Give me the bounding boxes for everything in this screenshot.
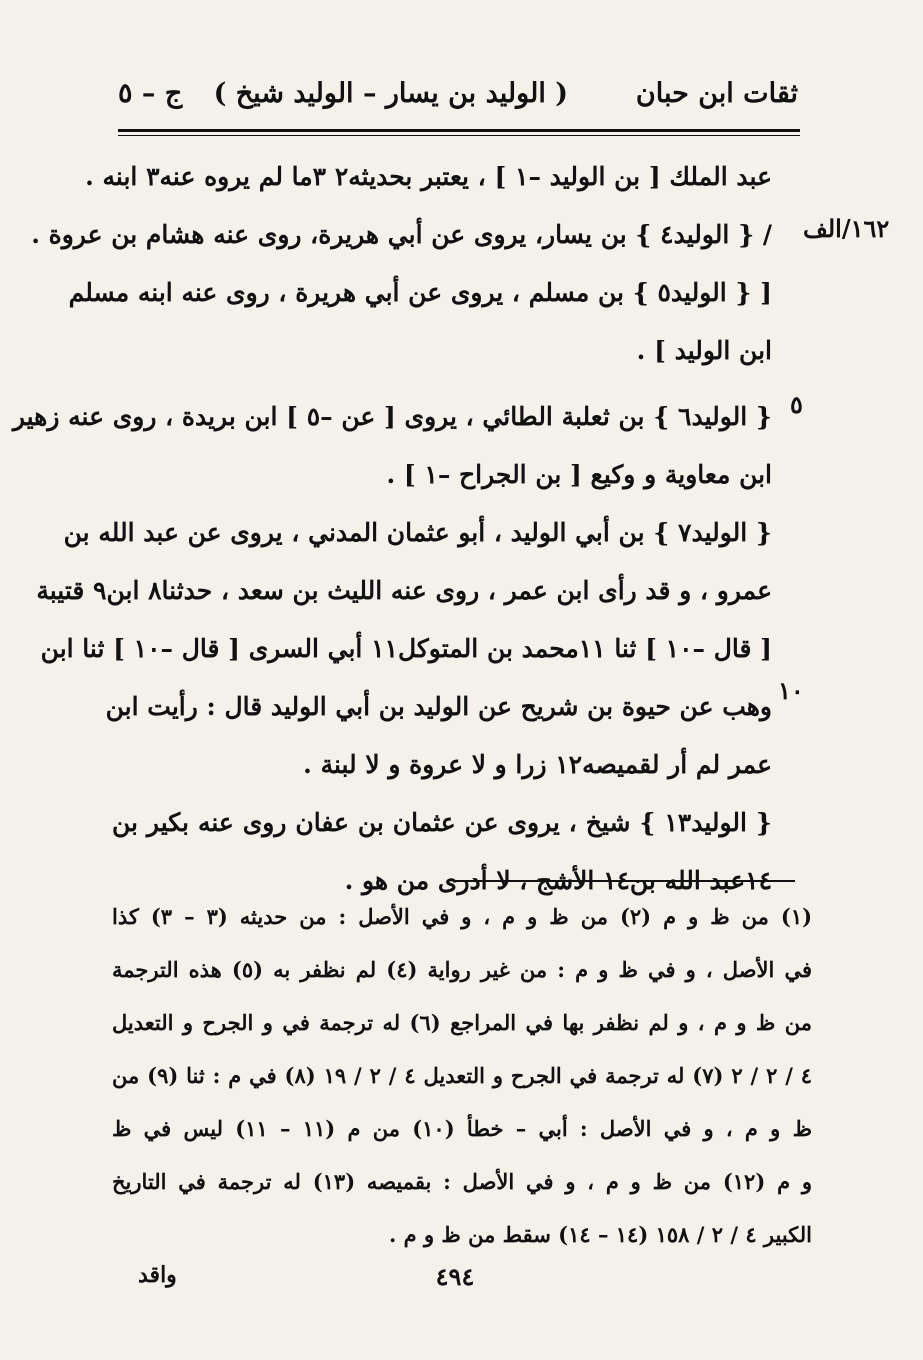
book-title: ثقات ابن حبان bbox=[635, 78, 798, 109]
text-line: ١٤عبد الله بن١٤ الأشج ، لا أدرى من هو . bbox=[344, 866, 772, 895]
text-line: عمر لم أر لقميصه١٢ زرا و لا عروة و لا لبنة . bbox=[303, 750, 772, 779]
main-text bbox=[12, 148, 772, 910]
footnote-rule bbox=[455, 880, 795, 882]
footnote-line: في الأصل ، و في ظ و م : من غير رواية (٤) لم نظفر به (٥) هذه الترجمة bbox=[112, 957, 812, 982]
footnotes bbox=[112, 890, 812, 1261]
header-rule-thin bbox=[118, 135, 800, 136]
text-line: { الوليد٧ } بن أبي الوليد ، أبو عثمان المدني ، يروى عن عبد الله بن bbox=[63, 518, 772, 547]
text-line: وهب عن حيوة بن شريح عن الوليد بن أبي الوليد قال : رأيت ابن bbox=[105, 692, 772, 721]
text-line: / { الوليد٤ } بن يسار، يروى عن أبي هريرة، روى عنه هشام بن عروة . bbox=[31, 220, 772, 249]
line-number-5: ٥ bbox=[790, 390, 803, 419]
page-number: ٤٩٤ bbox=[435, 1262, 475, 1291]
signature-mark: واقد bbox=[138, 1262, 177, 1288]
text-line: عبد الملك [ بن الوليد –١ ] ، يعتبر بحديثه٢ ٣ما لم يروه عنه٣ ابنه . bbox=[85, 162, 772, 191]
text-line: { الوليد١٣ } شيخ ، يروى عن عثمان بن عفان روى عنه بكير بن bbox=[112, 808, 772, 837]
folio-marker: ١٦٢/الف bbox=[803, 214, 890, 243]
footnote-line: ٤ / ٢ / ٢ (٧) له ترجمة في الجرح و التعديل ٤ / ٢ / ١٩ (٨) في م : ثنا (٩) من bbox=[112, 1063, 813, 1088]
text-line: [ { الوليد٥ } بن مسلم ، يروى عن أبي هريرة ، روى عنه ابنه مسلم bbox=[68, 278, 772, 307]
text-line: { الوليد٦ } بن ثعلبة الطائي ، يروى [ عن –٥ ] ابن بريدة ، روى عنه زهير bbox=[12, 402, 772, 431]
footnote-line: ظ و م ، و في الأصل : أبي – خطأ (١٠) من م (١١ – ١١) ليس في ظ bbox=[112, 1116, 812, 1141]
text-line: عمرو ، و قد رأى ابن عمر ، روى عنه الليث بن سعد ، حدثنا٨ ابن٩ قتيبة bbox=[36, 576, 772, 605]
line-number-10: ١٠ bbox=[778, 676, 804, 705]
footnote-line: الكبير ٤ / ٢ / ١٥٨ (١٤ – ١٤) سقط من ظ و م . bbox=[389, 1222, 812, 1247]
footnote-line: و م (١٢) من ظ و م ، و في الأصل : بقميصه (١٣) له ترجمة في التاريخ bbox=[112, 1169, 813, 1194]
text-line: ابن معاوية و وكيع [ بن الجراح –١ ] . bbox=[386, 460, 772, 489]
text-line: [ قال –١٠ ] ثنا ١١محمد بن المتوكل١١ أبي السرى [ قال –١٠ ] ثنا ابن bbox=[40, 634, 772, 663]
volume-number: ج – ٥ bbox=[118, 78, 183, 109]
footnote-line: من ظ و م ، و لم نظفر بها في المراجع (٦) له ترجمة في و الجرح و التعديل bbox=[112, 1010, 812, 1035]
header-rule-thick bbox=[118, 129, 800, 132]
running-header bbox=[118, 78, 798, 128]
section-range: ( الوليد بن يسار – الوليد شيخ ) bbox=[213, 78, 568, 109]
footnote-line: (١) من ظ و م (٢) من ظ و م ، و في الأصل : من حديثه (٣ – ٣) كذا bbox=[112, 904, 813, 929]
text-line: ابن الوليد ] . bbox=[636, 336, 772, 365]
